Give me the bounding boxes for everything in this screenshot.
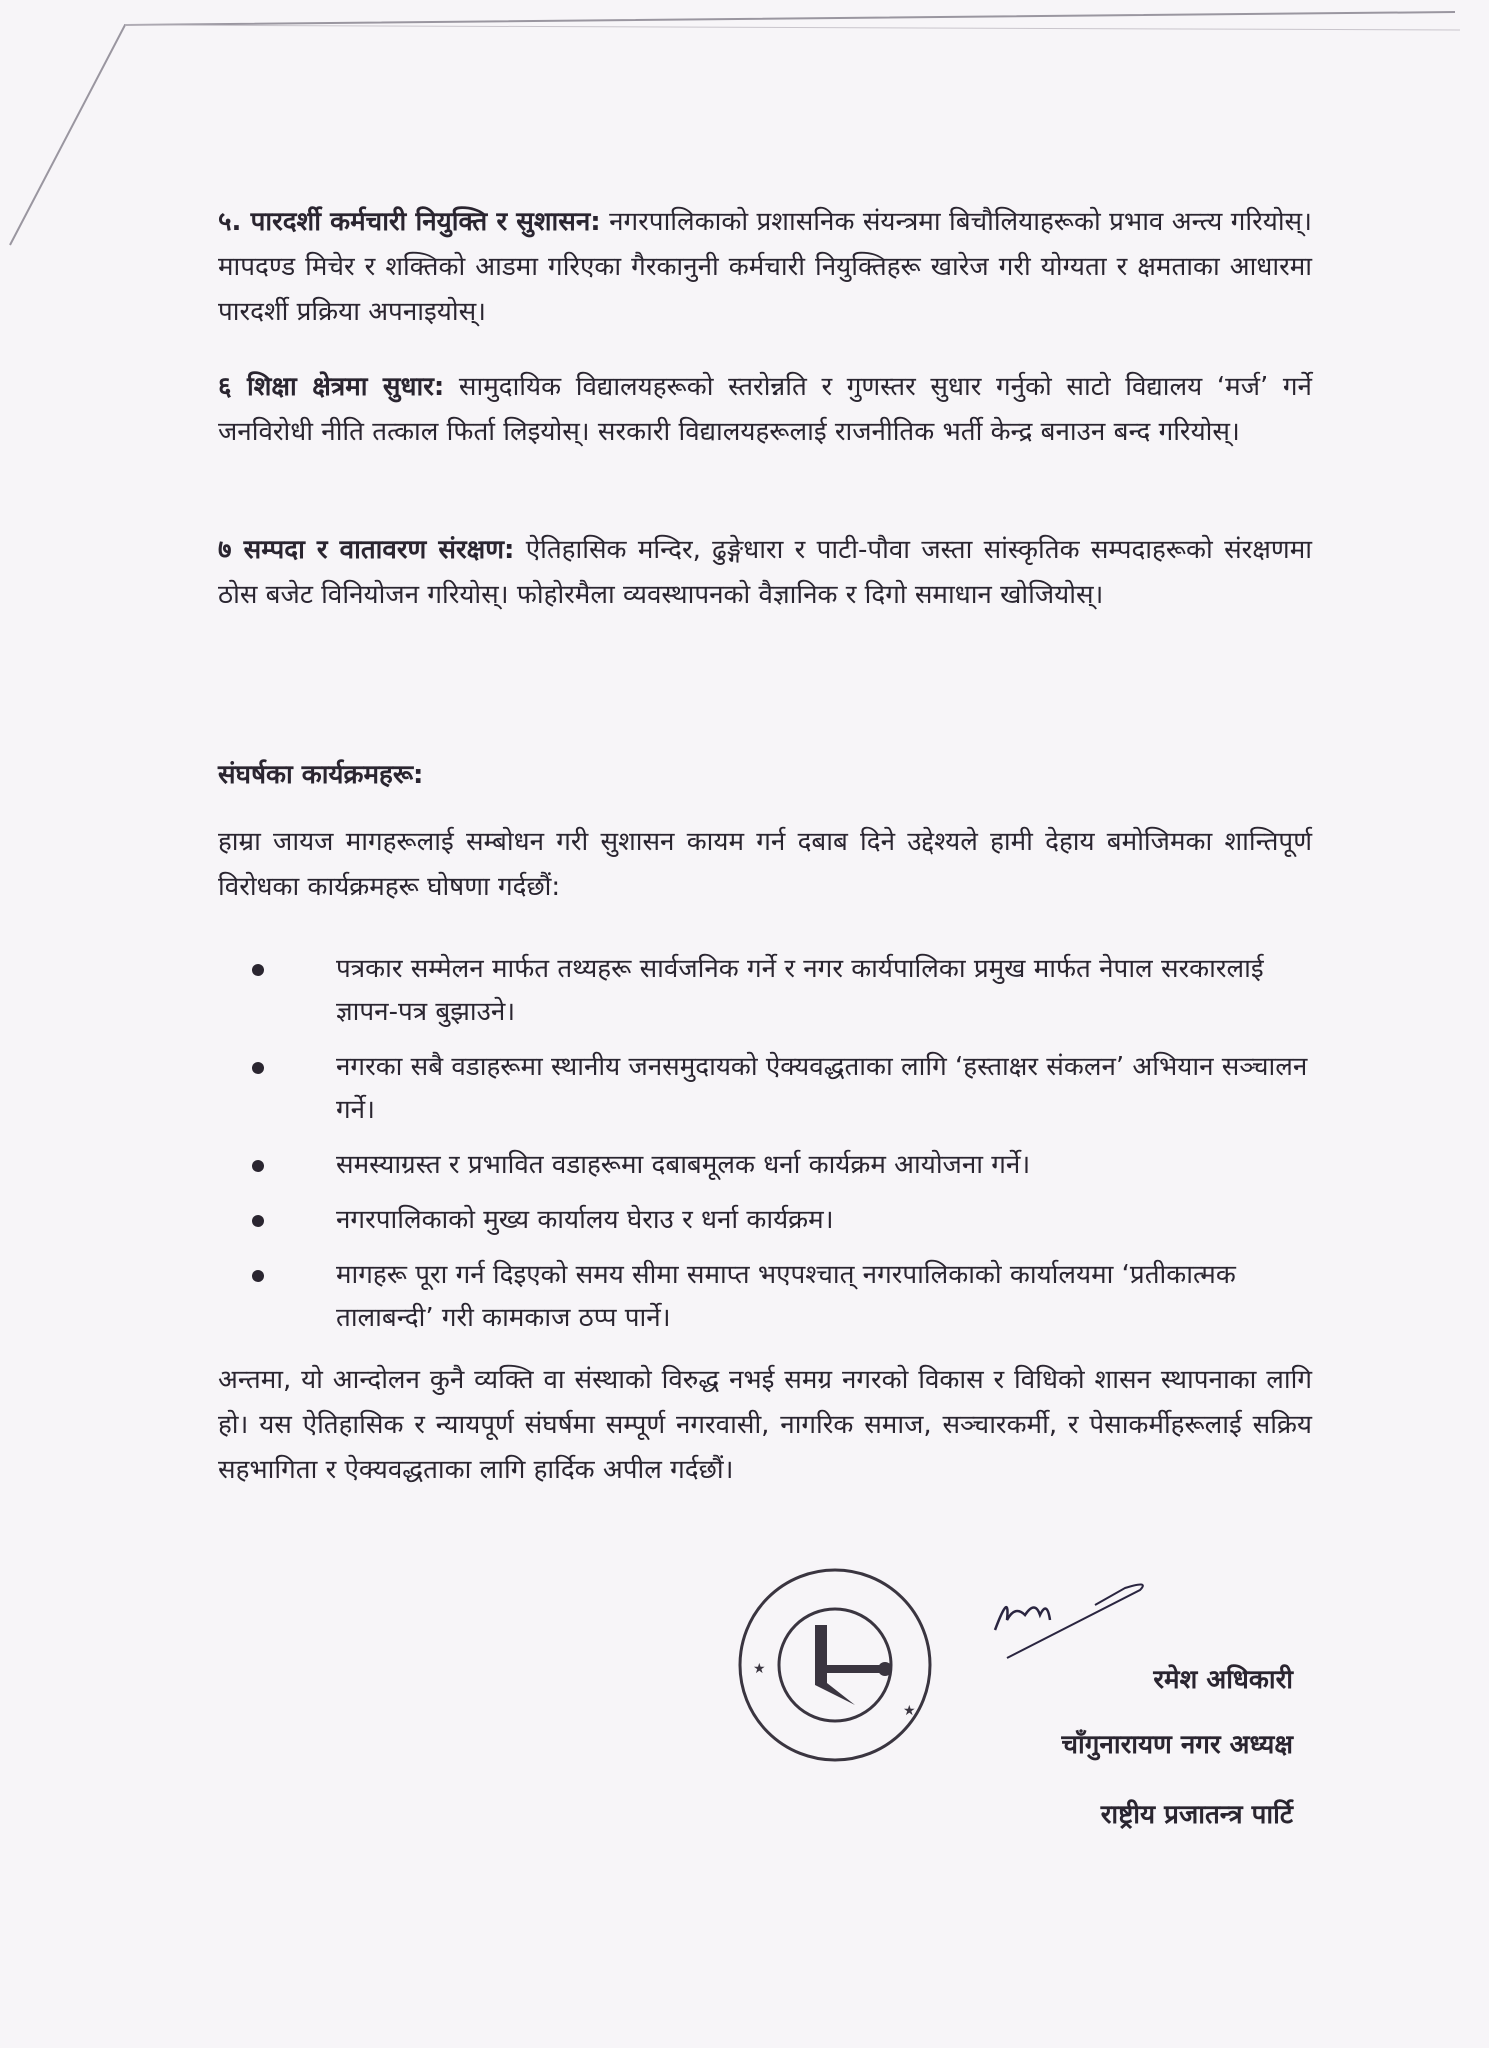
list-item: [250, 1199, 1310, 1242]
closing-paragraph: अन्तमा, यो आन्दोलन कुनै व्यक्ति वा संस्थाको विरुद्ध नभई समग्र नगरको विकास र विधिको शासन स्थापनाका लागि हो। यस ऐतिहासिक र न्यायपूर्ण संघर्षमा सम्पूर्ण नगरवासी, नागरिक समाज, सञ्चारकर्मी, र पेसाकर्मीहरूलाई सक्रिय सहभागिता र ऐक्यवद्धताका लागि हार्दिक अपील गर्दछौं।: [218, 1365, 1312, 1485]
list-item: [250, 1254, 1310, 1340]
bullet-icon: [252, 964, 264, 976]
list-item: [250, 1144, 1310, 1187]
point-5: [218, 200, 1312, 335]
list-item: [250, 948, 1310, 1034]
bullet-icon: [252, 1160, 264, 1172]
bullet-icon: [252, 1062, 264, 1074]
list-item-text: नगरपालिकाको मुख्य कार्यालय घेराउ र धर्ना कार्यक्रम।: [336, 1205, 834, 1235]
signatory-name: रमेश अधिकारी: [1153, 1665, 1293, 1695]
point-6-title: ६ शिक्षा क्षेत्रमा सुधार:: [218, 372, 445, 402]
list-item-text: पत्रकार सम्मेलन मार्फत तथ्यहरू सार्वजनिक गर्ने र नगर कार्यपालिका प्रमुख मार्फत नेपाल सरकारलाई ज्ञापन-पत्र बुझाउने।: [336, 954, 1264, 1027]
signatory-party: राष्ट्रीय प्रजातन्त्र पार्टि: [1100, 1800, 1293, 1830]
bullet-icon: [252, 1215, 264, 1227]
signature: [985, 1560, 1155, 1670]
list-item-text: मागहरू पूरा गर्न दिइएको समय सीमा समाप्त भएपश्चात् नगरपालिकाको कार्यालयमा ‘प्रतीकात्मक तालाबन्दी’ गरी कामकाज ठप्प पार्ने।: [336, 1260, 1236, 1333]
party-stamp: [735, 1565, 935, 1765]
programs-list: [250, 948, 1310, 1352]
point-7: [218, 528, 1312, 618]
point-7-title: ७ सम्पदा र वातावरण संरक्षण:: [218, 535, 515, 565]
list-item: [250, 1046, 1310, 1132]
programs-intro: हाम्रा जायज मागहरूलाई सम्बोधन गरी सुशासन कायम गर्न दबाब दिने उद्देश्यले हामी देहाय बमोजिमका शान्तिपूर्ण विरोधका कार्यक्रमहरू घोषणा गर्दछौं:: [218, 827, 1312, 902]
list-item-text: समस्याग्रस्त र प्रभावित वडाहरूमा दबाबमूलक धर्ना कार्यक्रम आयोजना गर्ने।: [336, 1150, 1031, 1180]
point-6-body: सामुदायिक विद्यालयहरूको स्तरोन्नति र गुणस्तर सुधार गर्नुको साटो विद्यालय ‘मर्ज’ गर्ने जनविरोधी नीति तत्काल फिर्ता लिइयोस्। सरकारी विद्यालयहरूलाई राजनीतिक भर्ती केन्द्र बनाउन बन्द गरियोस्।: [218, 372, 1312, 447]
point-5-title: ५. पारदर्शी कर्मचारी नियुक्ति र सुशासन:: [218, 207, 601, 237]
point-6: [218, 365, 1312, 455]
svg-text:★: ★: [903, 1703, 916, 1719]
bullet-icon: [252, 1270, 264, 1282]
point-5-body: नगरपालिकाको प्रशासनिक संयन्त्रमा बिचौलियाहरूको प्रभाव अन्त्य गरियोस्। मापदण्ड मिचेर र शक्तिको आडमा गरिएका गैरकानुनी कर्मचारी नियुक्तिहरू खारेज गरी योग्यता र क्षमताका आधारमा पारदर्शी प्रक्रिया अपनाइयोस्।: [218, 207, 1312, 327]
programs-heading: संघर्षका कार्यक्रमहरू:: [218, 760, 424, 790]
point-7-body: ऐतिहासिक मन्दिर, ढुङ्गेधारा र पाटी-पौवा जस्ता सांस्कृतिक सम्पदाहरूको संरक्षणमा ठोस बजेट विनियोजन गरियोस्। फोहोरमैला व्यवस्थापनको वैज्ञानिक र दिगो समाधान खोजियोस्।: [218, 535, 1312, 610]
svg-text:★: ★: [753, 1661, 766, 1677]
signatory-position: चाँगुनारायण नगर अध्यक्ष: [1061, 1730, 1293, 1760]
list-item-text: नगरका सबै वडाहरूमा स्थानीय जनसमुदायको ऐक्यवद्धताका लागि ‘हस्ताक्षर संकलन’ अभियान सञ्चालन गर्ने।: [336, 1052, 1308, 1125]
